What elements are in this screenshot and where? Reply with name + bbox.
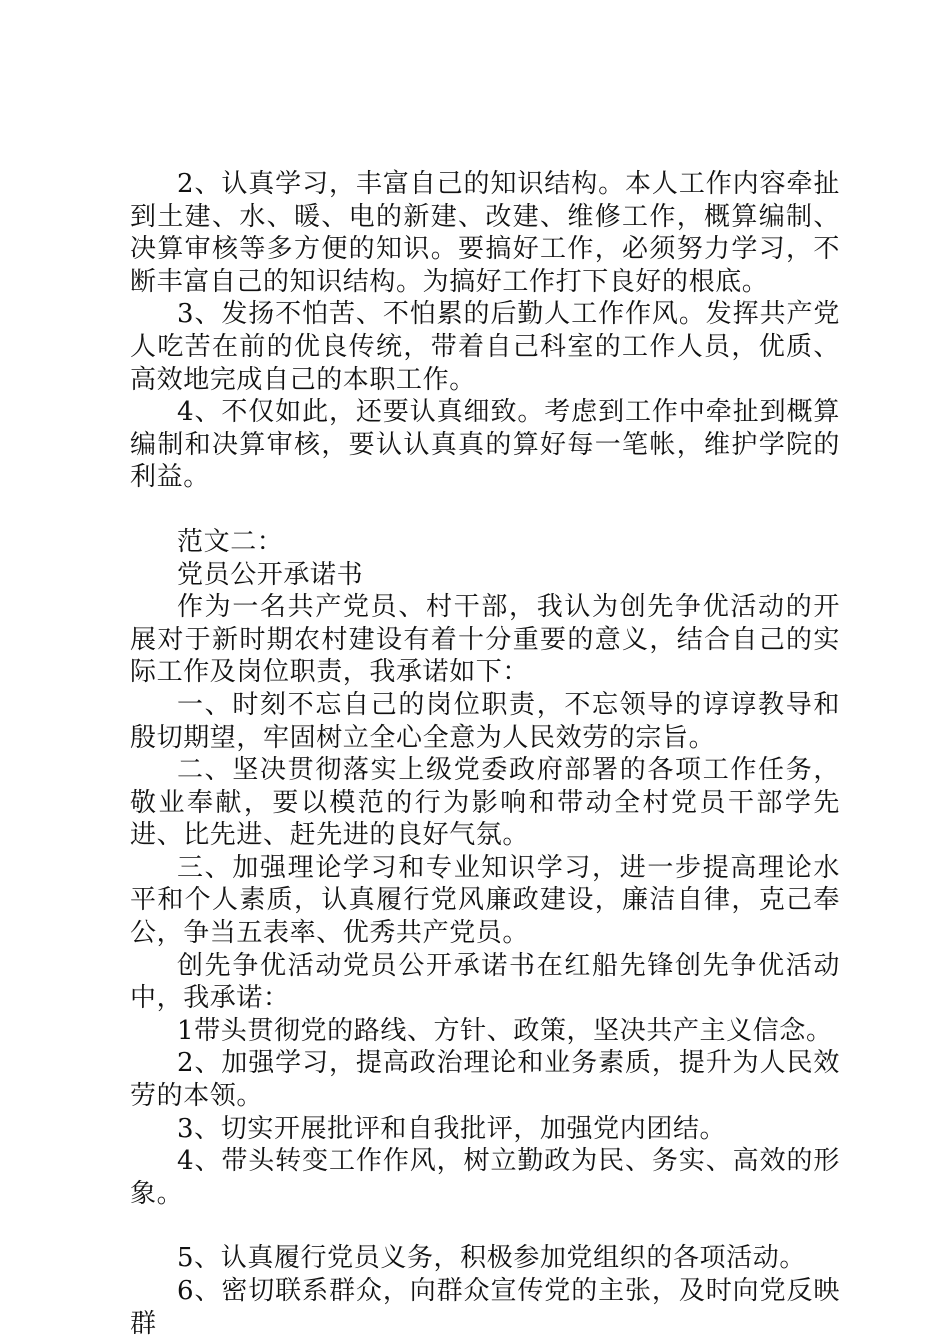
paragraph-commitment-intro: 创先争优活动党员公开承诺书在红船先锋创先争优活动中，我承诺： bbox=[130, 950, 840, 1014]
list-item-5: 5、认真履行党员义务，积极参加党组织的各项活动。 bbox=[177, 1243, 806, 1274]
list-item-2: 2、加强学习，提高政治理论和业务素质，提升为人民效劳的本领。 bbox=[130, 1048, 840, 1112]
document-title: 党员公开承诺书 bbox=[177, 559, 364, 590]
paragraph-study: 2、认真学习，丰富自己的知识结构。本人工作内容牵扯到土建、水、暖、电的新建、改建、维修工作，概算编制、决算审核等多方便的知识。要搞好工作，必须努力学习，不断丰富自己的知识结构。为搞好工作打下良好的根底。 bbox=[130, 169, 840, 297]
list-item-4: 4、带头转变工作作风，树立勤政为民、务实、高效的形象。 bbox=[130, 1146, 840, 1209]
paragraph-careful: 4、不仅如此，还要认真细致。考虑到工作中牵扯到概算编制和决算审核，要认认真真的算好每一笔帐，维护学院的利益。 bbox=[130, 397, 840, 493]
paragraph-pledge-2: 二、坚决贯彻落实上级党委政府部署的各项工作任务，敬业奉献，要以模范的行为影响和带动全村党员干部学先进、比先进、赶先进的良好气氛。 bbox=[130, 755, 840, 851]
paragraph-pledge-3: 三、加强理论学习和专业知识学习，进一步提高理论水平和个人素质，认真履行党风廉政建设，廉洁自律，克己奉公，争当五表率、优秀共产党员。 bbox=[130, 852, 840, 949]
paragraph-pledge-1: 一、时刻不忘自己的岗位职责，不忘领导的谆谆教导和殷切期望，牢固树立全心全意为人民效劳的宗旨。 bbox=[130, 689, 840, 753]
paragraph-work-style: 3、发扬不怕苦、不怕累的后勤人工作作风。发挥共产党人吃苦在前的优良传统，带着自己科室的工作人员，优质、高效地完成自己的本职工作。 bbox=[130, 299, 840, 395]
list-item-1: 1带头贯彻党的路线、方针、政策，坚决共产主义信念。 bbox=[177, 1015, 833, 1046]
paragraph-intro: 作为一名共产党员、村干部，我认为创先争优活动的开展对于新时期农村建设有着十分重要的意义，结合自己的实际工作及岗位职责，我承诺如下： bbox=[130, 592, 840, 688]
document-body bbox=[130, 168, 840, 1340]
section-heading: 范文二： bbox=[177, 526, 284, 557]
list-item-3: 3、切实开展批评和自我批评，加强党内团结。 bbox=[177, 1113, 727, 1144]
list-item-6: 6、密切联系群众，向群众宣传党的主张，及时向党反映群 bbox=[130, 1276, 840, 1339]
